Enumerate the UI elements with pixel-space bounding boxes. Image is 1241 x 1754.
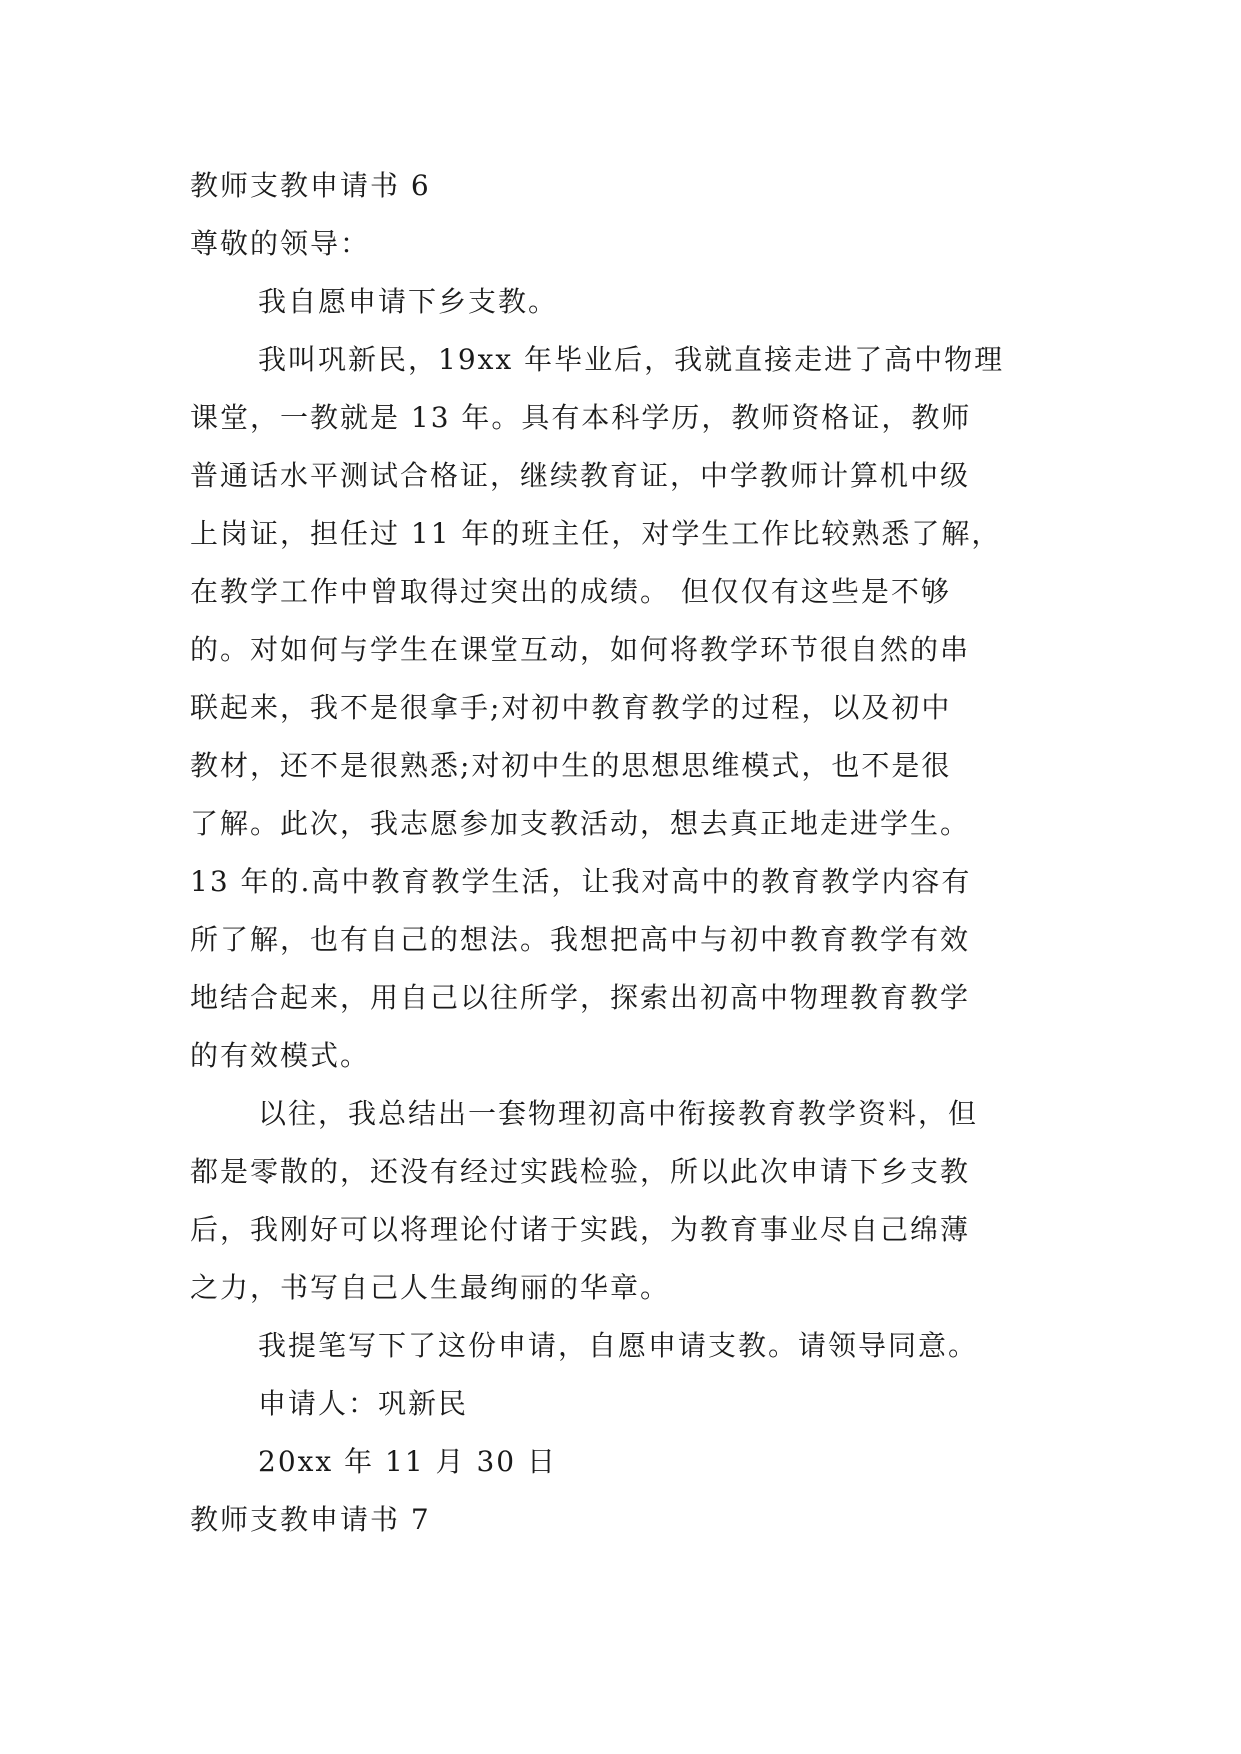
- paragraph-line: 之力，书写自己人生最绚丽的华章。: [190, 1271, 671, 1304]
- paragraph-line: 以往，我总结出一套物理初高中衔接教育教学资料，但: [258, 1097, 979, 1130]
- application-date: 20xx 年 11 月 30 日: [258, 1445, 557, 1478]
- paragraph-line: 联起来，我不是很拿手;对初中教育教学的过程，以及初中: [190, 691, 952, 724]
- paragraph-line: 上岗证，担任过 11 年的班主任，对学生工作比较熟悉了解，: [190, 517, 1002, 550]
- paragraph-line: 地结合起来，用自己以往所学，探索出初高中物理教育教学: [190, 981, 971, 1014]
- applicant-signature: 申请人：巩新民: [258, 1387, 469, 1420]
- paragraph-line: 课堂，一教就是 13 年。具有本科学历，教师资格证，教师: [190, 401, 972, 434]
- paragraph-line: 的。对如何与学生在课堂互动，如何将教学环节很自然的串: [190, 633, 971, 666]
- document-title-7: 教师支教申请书 7: [190, 1503, 431, 1536]
- paragraph-line: 都是零散的，还没有经过实践检验，所以此次申请下乡支教: [190, 1155, 971, 1188]
- paragraph-line: 的有效模式。: [190, 1039, 371, 1072]
- closing-line: 我提笔写下了这份申请，自愿申请支教。请领导同意。: [258, 1329, 979, 1362]
- paragraph-line: 普通话水平测试合格证，继续教育证，中学教师计算机中级: [190, 459, 971, 492]
- paragraph-line: 13 年的.高中教育教学生活，让我对高中的教育教学内容有: [190, 865, 972, 898]
- paragraph-line: 了解。此次，我志愿参加支教活动，想去真正地走进学生。: [190, 807, 971, 840]
- paragraph-line: 我自愿申请下乡支教。: [258, 285, 559, 318]
- document-body: [190, 157, 1060, 1549]
- document-title-6: 教师支教申请书 6: [190, 169, 431, 202]
- paragraph-line: 后，我刚好可以将理论付诸于实践，为教育事业尽自己绵薄: [190, 1213, 971, 1246]
- paragraph-line: 所了解，也有自己的想法。我想把高中与初中教育教学有效: [190, 923, 971, 956]
- salutation: 尊敬的领导：: [190, 227, 371, 260]
- paragraph-line: 我叫巩新民，19xx 年毕业后，我就直接走进了高中物理: [258, 343, 1005, 376]
- paragraph-line: 在教学工作中曾取得过突出的成绩。 但仅仅有这些是不够: [190, 575, 951, 608]
- paragraph-line: 教材，还不是很熟悉;对初中生的思想思维模式，也不是很: [190, 749, 952, 782]
